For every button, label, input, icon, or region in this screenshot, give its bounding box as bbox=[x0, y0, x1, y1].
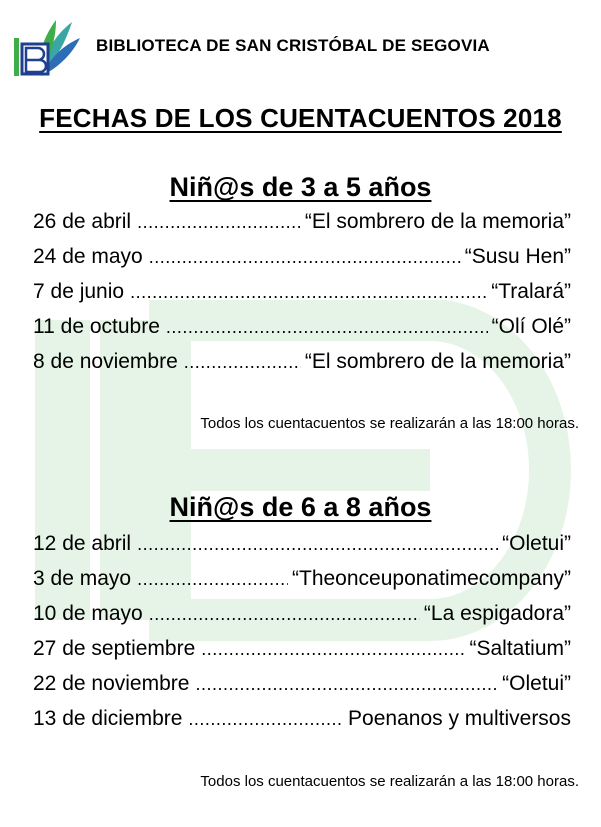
schedule-note: Todos los cuentacuentos se realizarán a las 18:00 horas. bbox=[200, 415, 579, 432]
event-row bbox=[33, 532, 571, 567]
event-row bbox=[33, 567, 571, 602]
event-title: Poenanos y multiversos bbox=[348, 707, 571, 730]
event-row bbox=[33, 350, 571, 385]
group-heading-3-5: Niñ@s de 3 a 5 años bbox=[169, 172, 432, 202]
event-date: 12 de abril bbox=[33, 532, 132, 555]
dot-leader bbox=[137, 212, 301, 233]
event-title: “Theonceuponatimecompany” bbox=[292, 567, 571, 590]
event-date: 3 de mayo bbox=[33, 567, 132, 590]
event-title: “Olí Olé” bbox=[491, 315, 571, 338]
event-title: “Susu Hen” bbox=[464, 245, 571, 268]
dot-leader bbox=[195, 674, 498, 695]
event-list-3-5 bbox=[33, 210, 571, 385]
event-title: “El sombrero de la memoria” bbox=[304, 350, 571, 373]
event-list-6-8 bbox=[33, 532, 571, 742]
event-row bbox=[33, 637, 571, 672]
event-row bbox=[33, 280, 571, 315]
dot-leader bbox=[149, 247, 461, 268]
event-row bbox=[33, 672, 571, 707]
page-title: FECHAS DE LOS CUENTACUENTOS 2018 bbox=[39, 103, 562, 133]
library-name: BIBLIOTECA DE SAN CRISTÓBAL DE SEGOVIA bbox=[96, 36, 490, 55]
dot-leader bbox=[137, 534, 498, 555]
dot-leader bbox=[130, 282, 487, 303]
event-row bbox=[33, 315, 571, 350]
dot-leader bbox=[184, 352, 301, 373]
event-title: “La espigadora” bbox=[423, 602, 571, 625]
event-title: “Tralará” bbox=[491, 280, 571, 303]
dot-leader bbox=[137, 569, 288, 590]
event-title: “Saltatium” bbox=[469, 637, 571, 660]
schedule-note: Todos los cuentacuentos se realizarán a las 18:00 horas. bbox=[200, 773, 579, 790]
event-date: 26 de abril bbox=[33, 210, 132, 233]
dot-leader bbox=[149, 604, 420, 625]
event-title: “Oletui” bbox=[502, 532, 571, 555]
event-row bbox=[33, 245, 571, 280]
event-date: 8 de noviembre bbox=[33, 350, 178, 373]
event-date: 10 de mayo bbox=[33, 602, 143, 625]
event-title: “El sombrero de la memoria” bbox=[304, 210, 571, 233]
event-row bbox=[33, 210, 571, 245]
dot-leader bbox=[166, 317, 488, 338]
event-date: 7 de junio bbox=[33, 280, 125, 303]
dot-leader bbox=[188, 709, 344, 730]
event-date: 22 de noviembre bbox=[33, 672, 190, 695]
event-date: 27 de septiembre bbox=[33, 637, 196, 660]
event-date: 13 de diciembre bbox=[33, 707, 183, 730]
dot-leader bbox=[201, 639, 465, 660]
library-logo bbox=[10, 14, 82, 78]
event-row bbox=[33, 707, 571, 742]
event-date: 24 de mayo bbox=[33, 245, 143, 268]
group-heading-6-8: Niñ@s de 6 a 8 años bbox=[169, 492, 432, 522]
event-date: 11 de octubre bbox=[33, 315, 160, 338]
event-title: “Oletui” bbox=[502, 672, 571, 695]
event-row bbox=[33, 602, 571, 637]
